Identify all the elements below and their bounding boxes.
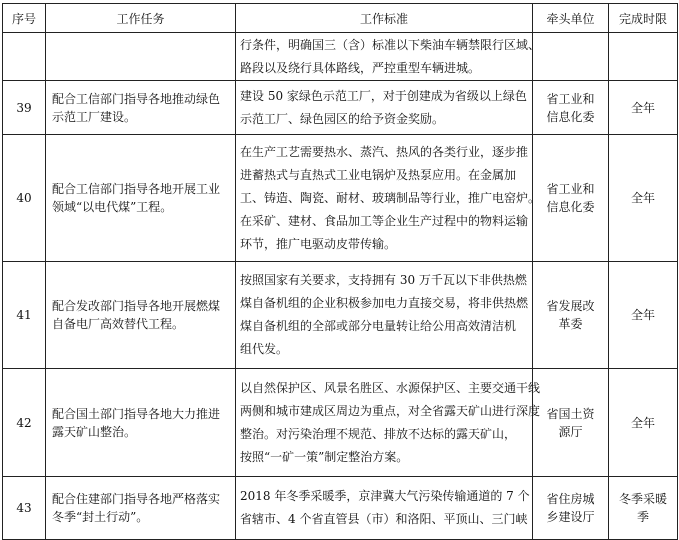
deadline-cell — [609, 81, 678, 135]
task-cell-line: 配合工信部门指导各地推动绿色 — [52, 91, 221, 106]
task-cell — [46, 81, 236, 135]
standard-cell — [236, 369, 541, 477]
standard-cell — [236, 477, 533, 540]
lead-unit-cell-line: 省工业和 — [546, 91, 595, 106]
lead-unit-cell-line: 革委 — [558, 317, 583, 331]
deadline-cell — [609, 33, 678, 81]
deadline-cell-line: 全年 — [630, 191, 655, 205]
task-cell-line: 冬季“封土行动”。 — [52, 510, 149, 524]
lead-unit-cell — [533, 135, 609, 262]
work-table — [2, 3, 678, 540]
lead-unit-cell-line: 省国土资 — [546, 406, 595, 421]
table-row — [3, 369, 678, 477]
standard-cell-line: 省辖市、4 个省直管县（市）和洛阳、平顶山、三门峡 — [240, 512, 528, 526]
deadline-cell — [609, 369, 678, 477]
lead-unit-cell-line: 源厅 — [558, 424, 583, 439]
task-cell-line: 自备电厂高效替代工程。 — [52, 317, 185, 331]
row-number: 43 — [3, 477, 46, 540]
standard-cell — [236, 135, 541, 262]
table-row — [3, 33, 678, 81]
task-cell — [46, 477, 236, 540]
lead-unit-cell-line: 省工业和 — [546, 182, 595, 196]
standard-cell-line: 以自然保护区、风景名胜区、水源保护区、主要交通干线 — [240, 380, 541, 395]
table-row — [3, 477, 678, 540]
standard-cell-line: 按照国家有关要求，支持拥有 30 万千瓦以下非供热燃 — [240, 273, 527, 287]
row-number: 41 — [3, 262, 46, 369]
header-deadline: 完成时限 — [609, 4, 678, 33]
standard-cell-line: 路段以及绕行具体路线，严控重型车辆进城。 — [240, 60, 481, 75]
standard-cell-line: 建设 50 家绿色示范工厂，对于创建成为省级以上绿色 — [240, 88, 527, 103]
task-cell-line: 示范工厂建设。 — [52, 109, 137, 124]
deadline-cell — [609, 135, 678, 262]
standard-cell-line: 2018 年冬季采暖季，京津冀大气污染传输通道的 7 个 — [240, 489, 530, 503]
lead-unit-cell-line: 省住房城 — [546, 492, 595, 506]
lead-unit-cell — [533, 369, 609, 477]
header-standard: 工作标准 — [236, 4, 533, 33]
task-cell-line: 配合发改部门指导各地开展燃煤 — [52, 299, 221, 313]
lead-unit-cell — [533, 81, 609, 135]
standard-cell-line: 进蓄热式与直热式工业电锅炉及热泵应用。在金属加 — [240, 167, 517, 182]
lead-unit-cell-line: 信息化委 — [546, 109, 595, 124]
standard-cell-line: 整治。对污染治理不规范、排放不达标的露天矿山， — [240, 426, 517, 441]
task-cell-line: 配合工信部门指导各地开展工业 — [52, 182, 221, 196]
row-number: 39 — [3, 81, 46, 135]
standard-cell-line: 环节，推广电驱动皮带传输。 — [240, 236, 397, 251]
lead-unit-cell-line: 信息化委 — [546, 200, 595, 214]
lead-unit-cell-line: 乡建设厅 — [546, 510, 595, 524]
table-row — [3, 262, 678, 369]
table-row — [3, 135, 678, 262]
standard-cell-line: 煤自备机组的企业积极参加电力直接交易，将非供热燃 — [240, 296, 529, 310]
standard-cell-line: 示范工厂、绿色园区的给予资金奖励。 — [240, 111, 445, 126]
lead-unit-cell — [533, 477, 609, 540]
lead-unit-cell — [533, 262, 609, 369]
task-cell-line: 配合住建部门指导各地严格落实 — [52, 492, 221, 506]
standard-cell-line: 两侧和城市建成区周边为重点，对全省露天矿山进行深度 — [240, 403, 541, 418]
standard-cell-line: 在采矿、建材、食品加工等企业生产过程中的物料运输 — [240, 213, 529, 228]
header-no: 序号 — [3, 4, 46, 33]
lead-unit-cell — [533, 33, 609, 81]
table-header-row — [3, 4, 678, 33]
task-cell — [46, 135, 236, 262]
standard-cell — [236, 262, 533, 369]
standard-cell-line: 在生产工艺需要热水、蒸汽、热风的各类行业，逐步推 — [240, 144, 529, 159]
deadline-cell-line: 全年 — [630, 100, 655, 115]
deadline-cell-line: 季 — [636, 510, 649, 524]
standard-cell — [236, 81, 533, 135]
task-cell-line: 领域“以电代煤”工程。 — [52, 200, 173, 214]
standard-cell-line: 组代发。 — [240, 342, 289, 356]
task-cell-line: 露天矿山整治。 — [52, 424, 137, 439]
standard-cell-line: 工、铸造、陶瓷、耐材、玻璃制品等行业，推广电窑炉。 — [240, 190, 541, 205]
deadline-cell-line: 冬季采暖 — [618, 492, 667, 506]
deadline-cell — [609, 262, 678, 369]
lead-unit-cell-line: 省发展改 — [546, 299, 595, 313]
standard-cell — [236, 33, 541, 81]
task-cell-line: 配合国土部门指导各地大力推进 — [52, 406, 221, 421]
header-lead: 牵头单位 — [533, 4, 609, 33]
task-cell — [46, 369, 236, 477]
deadline-cell — [609, 477, 678, 540]
header-task: 工作任务 — [46, 4, 236, 33]
standard-cell-line: 行条件，明确国三（含）标准以下柴油车辆禁限行区域、 — [240, 37, 541, 52]
row-number: 40 — [3, 135, 46, 262]
row-number: 42 — [3, 369, 46, 477]
deadline-cell-line: 全年 — [630, 415, 655, 430]
task-cell — [46, 33, 236, 81]
task-cell — [46, 262, 236, 369]
standard-cell-line: 煤自备机组的全部或部分电量转让给公用高效清洁机 — [240, 319, 517, 333]
standard-cell-line: 按照“一矿一策”制定整治方案。 — [240, 449, 409, 464]
table-row — [3, 81, 678, 135]
row-number — [3, 33, 46, 81]
deadline-cell-line: 全年 — [630, 308, 655, 322]
